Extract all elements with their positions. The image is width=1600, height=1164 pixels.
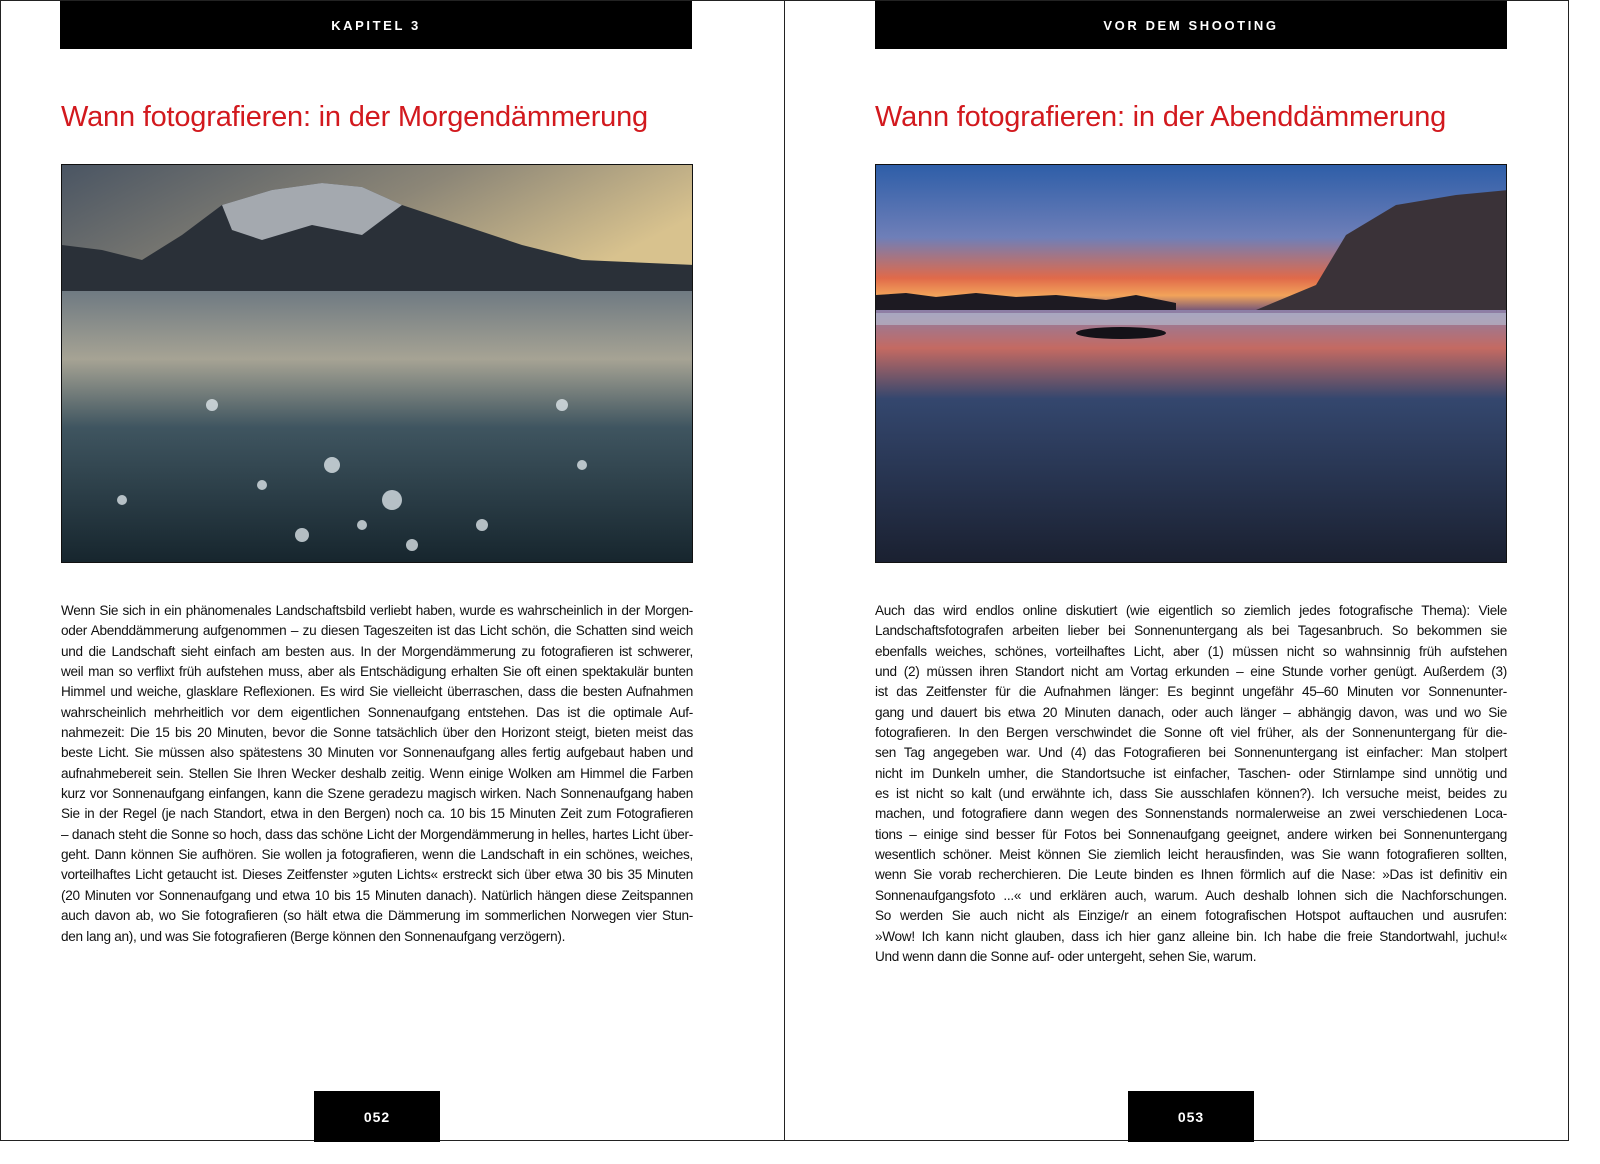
page-number: 053 <box>1128 1091 1254 1142</box>
text-line: wenn Sie vorab recherchieren. Die Leute binden es Ihnen förmlich auf die Nase: »Das ist definitiv ein <box>875 867 1507 883</box>
text-line: Wenn Sie sich in ein phänomenales Landschaftsbild verliebt haben, wurde es wahrscheinlich in der Morgen- <box>61 603 693 618</box>
text-line: es ist nicht so kalt (und erwähnte ich, dass Sie ausschlafen können?). Ich versuche meist, beides zu <box>875 786 1507 802</box>
text-line: »Wow! Ich kann nicht glauben, dass ich hier ganz alleine bin. Ich habe die freie Standortwahl, juchu!« <box>875 928 1507 944</box>
text-line: machen, und fotografiere dann wegen des Sonnenstands normalerweise an zwei verschiedenen Loca- <box>875 806 1507 822</box>
text-line: kurz vor Sonnenaufgang einfangen, kann die Szene geradezu magisch wirken. Nach Sonnenaufgang haben <box>61 786 693 802</box>
text-line: ist das Zeitfenster für die Aufnahmen länger: Es beginnt ungefähr 45–60 Minuten vor Sonnenunter- <box>875 684 1507 700</box>
text-line: nahmezeit: Die 15 bis 20 Minuten, bevor die Sonne tatsächlich über den Horizont steigt, bieten meist das <box>61 725 693 741</box>
text-line: vorteilhaftes Licht getaucht ist. Dieses Zeitfenster »guten Lichts« erstreckt sich über etwa 30 bis 35 Minuten <box>61 867 693 883</box>
page-number: 052 <box>314 1091 440 1142</box>
text-line: gang und dauert bis etwa 20 Minuten danach, oder auch länger – abhängig davon, was und wo Sie <box>875 704 1507 720</box>
text-line: oder Abenddämmerung aufgenommen – zu diesen Tageszeiten ist das Licht schön, die Schatten sind weich <box>61 623 693 639</box>
body-text <box>61 601 693 947</box>
body-text <box>875 601 1507 967</box>
running-head: VOR DEM SHOOTING <box>875 1 1507 49</box>
text-line: aufnahmebereit sein. Stellen Sie Ihren Wecker deshalb zeitig. Wenn einige Wolken am Himmel die Farben <box>61 765 693 781</box>
text-line: nicht im Dunkeln umher, die Standortsuche ist einfacher, Taschen- oder Stirnlampe sind unnötig und <box>875 765 1507 781</box>
text-line: und (2) müssen ihren Standort nicht am Vortag erkunden – eine Stunde vorher genügt. Außerdem (3) <box>875 664 1507 680</box>
photo-frozen-lake <box>61 164 693 563</box>
text-line: beste Licht. Sie müssen also spätestens 30 Minuten vor Sonnenaufgang alles fertig aufgebaut haben und <box>61 745 693 761</box>
text-line: wesentlich schöner. Meist können Sie ziemlich leicht herausfinden, was Sie wann fotografieren sollten, <box>875 847 1507 863</box>
text-line: und die Landschaft sieht einfach am besten aus. In der Morgendämmerung zu fotografieren ist schwerer, <box>61 643 693 659</box>
page-title: Wann fotografieren: in der Abenddämmerung <box>875 101 1447 133</box>
text-line: Auch das wird endlos online diskutiert (wie eigentlich so ziemlich jedes fotografische Thema): Viele <box>875 603 1507 618</box>
text-line: wahrscheinlich mehrheitlich vor dem eigentlichen Sonnenaufgang entstehen. Das ist die optimale Auf- <box>61 704 693 720</box>
text-line: sen Tag angegeben war. Und (4) das Fotografieren bei Sonnenuntergang ist einfacher: Man stolpert <box>875 745 1507 761</box>
running-head: KAPITEL 3 <box>60 1 692 49</box>
page-title: Wann fotografieren: in der Morgendämmerung <box>61 101 648 133</box>
left-page <box>0 0 785 1141</box>
text-line: Himmel und weiche, glasklare Reflexionen. Es wird Sie vielleicht überraschen, dass die besten Aufnahmen <box>61 684 693 700</box>
right-page <box>784 0 1569 1141</box>
text-line: Sonnenaufgangsfoto ...« und erklären auch, warum. Auch deshalb lohnen sich die Nachforschungen. <box>875 887 1507 903</box>
photo-sunset-beach <box>875 164 1507 563</box>
text-line: (20 Minuten vor Sonnenaufgang und etwa 10 bis 15 Minuten danach). Natürlich hängen diese Zeitspannen <box>61 887 693 903</box>
text-line: – danach steht die Sonne so hoch, dass das schöne Licht der Morgendämmerung in helles, hartes Licht über- <box>61 826 693 842</box>
text-line: So werden Sie auch nicht als Einzige/r an einem fotografischen Hotspot auftauchen und ausrufen: <box>875 908 1507 924</box>
text-line: ebenfalls weiches, schönes, vorteilhaftes Licht, aber (1) müssen nicht so wahnsinnig früh aufstehen <box>875 643 1507 659</box>
text-line: geht. Dann können Sie aufhören. Sie wollen ja fotografieren, wenn die Landschaft in ein schönes, weiches, <box>61 847 693 863</box>
text-line: auch davon ab, wo Sie fotografieren (so hält etwa die Dämmerung im sommerlichen Norwegen vier Stun- <box>61 908 693 924</box>
text-line: fotografieren. In den Bergen verschwindet die Sonne oft viel früher, als der Sonnenuntergang für die- <box>875 725 1507 741</box>
text-line: den lang an), und was Sie fotografieren (Berge können den Sonnenaufgang verzögern). <box>61 928 566 944</box>
text-line: weil man so verflixt früh aufstehen muss, aber als Entschädigung erhalten Sie oft einen spektakulär bunten <box>61 664 693 680</box>
text-line: Sie in der Regel (je nach Standort, etwa in den Bergen) noch ca. 10 bis 15 Minuten Zeit zum Fotografieren <box>61 806 693 822</box>
text-line: Und wenn dann die Sonne auf- oder untergeht, sehen Sie, warum. <box>875 948 1257 964</box>
text-line: Landschaftsfotografen arbeiten lieber bei Sonnenuntergang als bei Tagesanbruch. So bekommen sie <box>875 623 1507 639</box>
text-line: tions – einige sind besser für Fotos bei Sonnenaufgang geeignet, andere wirken bei Sonnenuntergang <box>875 826 1507 842</box>
